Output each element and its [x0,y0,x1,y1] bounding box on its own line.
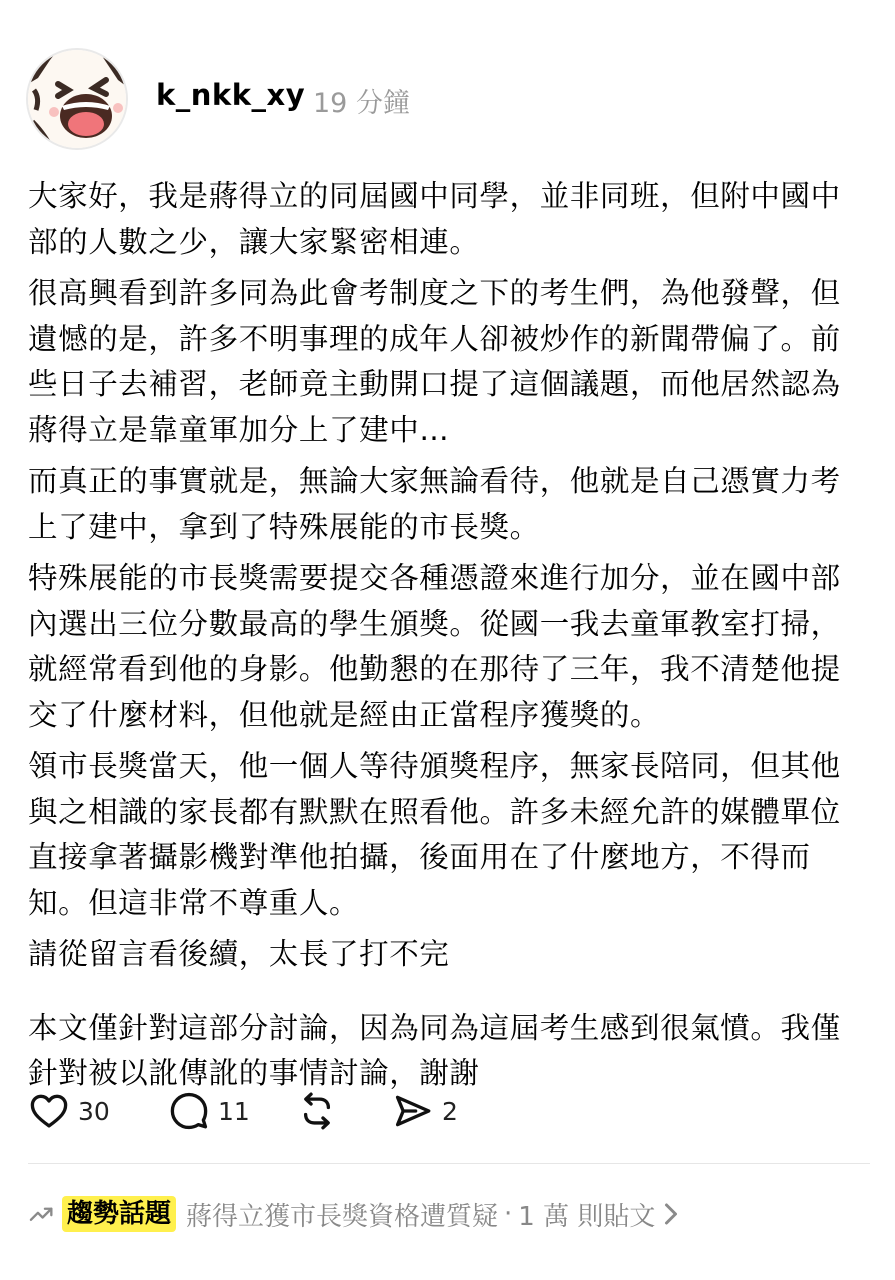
username[interactable]: k_nkk_xy [156,78,306,112]
avatar-cartoon-icon [28,50,126,148]
post-paragraph: 很高興看到許多同為此會考制度之下的考生們，為他發聲，但遺憾的是，許多不明事理的成年人卻被炒作的新聞帶偏了。前些日子去補習，老師竟主動開口提了這個議題，而他居然認為蔣得立是靠童軍加分上了建中… [28,276,841,447]
comment-button[interactable] [168,1086,250,1136]
trending-topic-link[interactable] [28,1194,679,1234]
repost-icon [296,1090,338,1132]
repost-button[interactable] [296,1086,338,1136]
comment-count: 11 [218,1096,250,1126]
post-paragraph: 請從留言看後續，太長了打不完 [28,937,450,971]
post-header [26,48,866,152]
post-content [28,174,868,1103]
share-button[interactable] [392,1086,458,1136]
post-paragraph: 領市長獎當天，他一個人等待頒獎程序，無家長陪同，但其他與之相識的家長都有默默在照看他。許多未經允許的媒體單位直接拿著攝影機對準他拍攝，後面用在了什麼地方，不得而知。但這非常不尊重人。 [28,749,841,920]
post-paragraph: 特殊展能的市長獎需要提交各種憑證來進行加分，並在國中部內選出三位分數最高的學生頒獎。從國一我去童軍教室打掃，就經常看到他的身影。他勤懇的在那待了三年，我不清楚他提交了什麼材料，但他就是經由正當程序獲獎的。 [28,561,841,732]
divider [28,1163,870,1164]
chevron-right-icon [663,1202,679,1226]
post-paragraph: 而真正的事實就是，無論大家無論看待，他就是自己憑實力考上了建中，拿到了特殊展能的市長獎。 [28,464,841,544]
comment-icon [168,1090,210,1132]
trending-badge: 趨勢話題 [62,1196,176,1232]
like-button[interactable] [28,1086,110,1136]
post-paragraph: 大家好，我是蔣得立的同屆國中同學，並非同班，但附中國中部的人數之少，讓大家緊密相連。 [28,179,841,259]
trending-arrow-icon [28,1200,56,1228]
trending-topic: 蔣得立獲市長獎資格遭質疑 [186,1201,499,1232]
post-paragraph: 本文僅針對這部分討論，因為同為這屆考生感到很氣憤。我僅針對被以訛傳訛的事情討論，謝謝 [28,1010,841,1090]
trending-separator: · [504,1199,513,1229]
trending-post-count: 1 萬 則貼文 [518,1201,656,1232]
like-count: 30 [78,1096,110,1126]
send-icon [392,1090,434,1132]
post-timestamp: 19 分鐘 [313,88,410,119]
avatar[interactable] [26,48,128,150]
share-count: 2 [442,1096,458,1126]
post-actions [28,1086,628,1136]
heart-icon [28,1090,70,1132]
